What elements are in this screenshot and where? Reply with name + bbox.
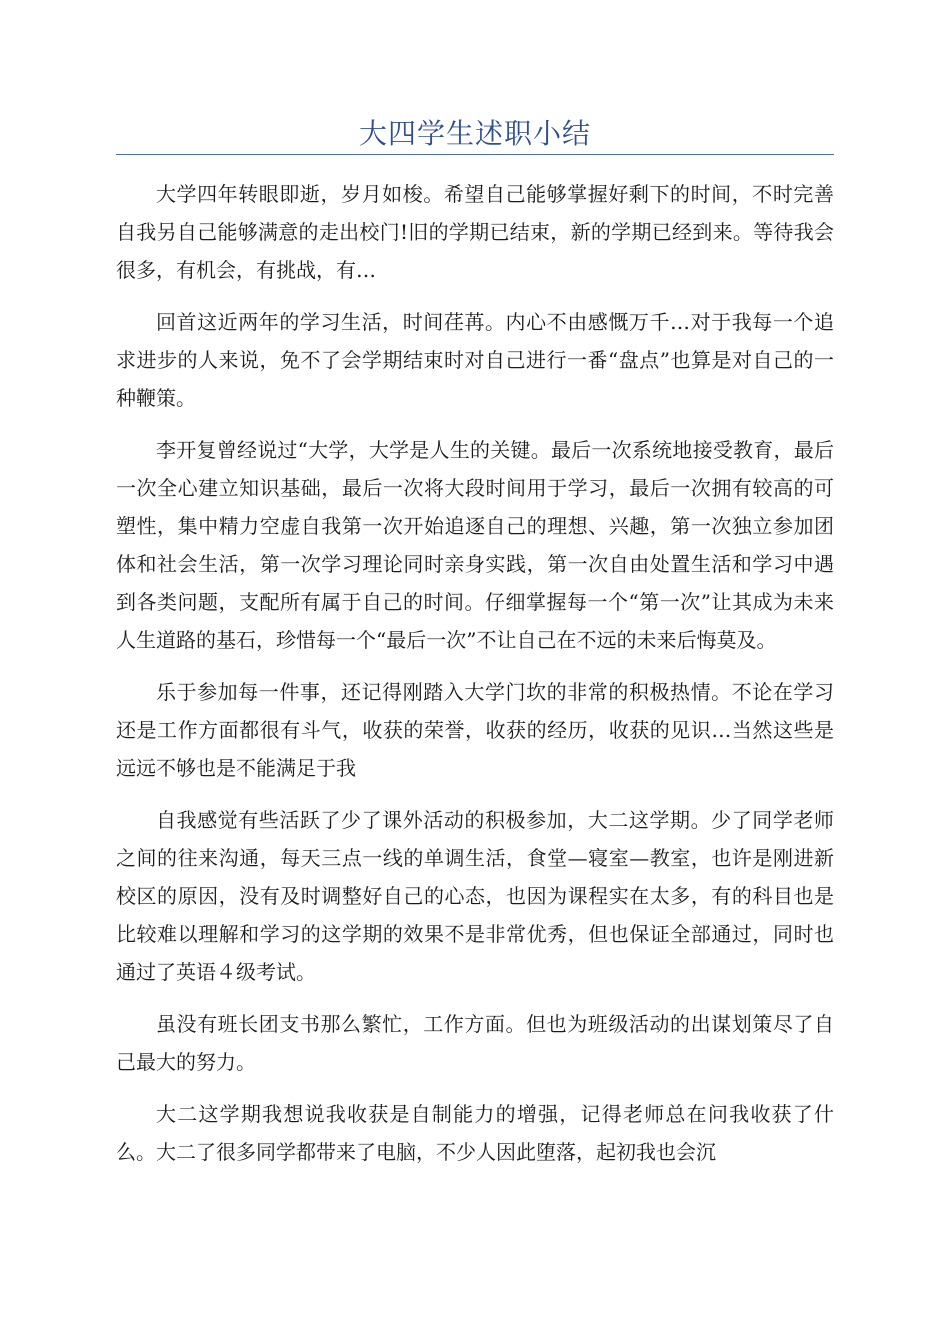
- document-body: [116, 175, 834, 1185]
- paragraph: 大学四年转眼即逝，岁月如梭。希望自己能够掌握好剩下的时间，不时完善自我另自己能够满意的走出校门!旧的学期已结束，新的学期已经到来。等待我会很多，有机会，有挑战，有…: [116, 182, 834, 282]
- document-title: 大四学生述职小结: [358, 117, 591, 150]
- paragraph: 回首这近两年的学习生活，时间荏苒。内心不由感慨万千…对于我每一个追求进步的人来说，免不了会学期结束时对自己进行一番“盘点”也算是对自己的一种鞭策。: [116, 310, 834, 410]
- paragraph: 自我感觉有些活跃了少了课外活动的积极参加，大二这学期。少了同学老师之间的往来沟通，每天三点一线的单调生活，食堂—寝室—教室，也许是刚进新校区的原因，没有及时调整好自己的心态，也因为课程实在太多，有的科目也是比较难以理解和学习的这学期的效果不是非常优秀，但也保证全部通过，同时也通过了英语４级考试。: [116, 808, 834, 984]
- paragraph: 大二这学期我想说我收获是自制能力的增强，记得老师总在问我收获了什么。大二了很多同学都带来了电脑，不少人因此堕落，起初我也会沉: [116, 1102, 834, 1164]
- paragraph: 李开复曾经说过“大学，大学是人生的关键。最后一次系统地接受教育，最后一次全心建立知识基础，最后一次将大段时间用于学习，最后一次拥有较高的可塑性，集中精力空虚自我第一次开始追逐自己的理想、兴趣，第一次独立参加团体和社会生活，第一次学习理论同时亲身实践，第一次自由处置生活和学习中遇到各类问题，支配所有属于自己的时间。仔细掌握每一个“第一次”让其成为未来人生道路的基石，珍惜每一个“最后一次”不让自己在不远的未来后悔莫及。: [116, 438, 834, 652]
- title-underline: [116, 154, 834, 155]
- paragraph: 虽没有班长团支书那么繁忙，工作方面。但也为班级活动的出谋划策尽了自己最大的努力。: [116, 1012, 834, 1074]
- paragraph: 乐于参加每一件事，还记得刚踏入大学门坎的非常的积极热情。不论在学习还是工作方面都很有斗气，收获的荣誉，收获的经历，收获的见识…当然这些是远远不够也是不能满足于我: [116, 680, 834, 780]
